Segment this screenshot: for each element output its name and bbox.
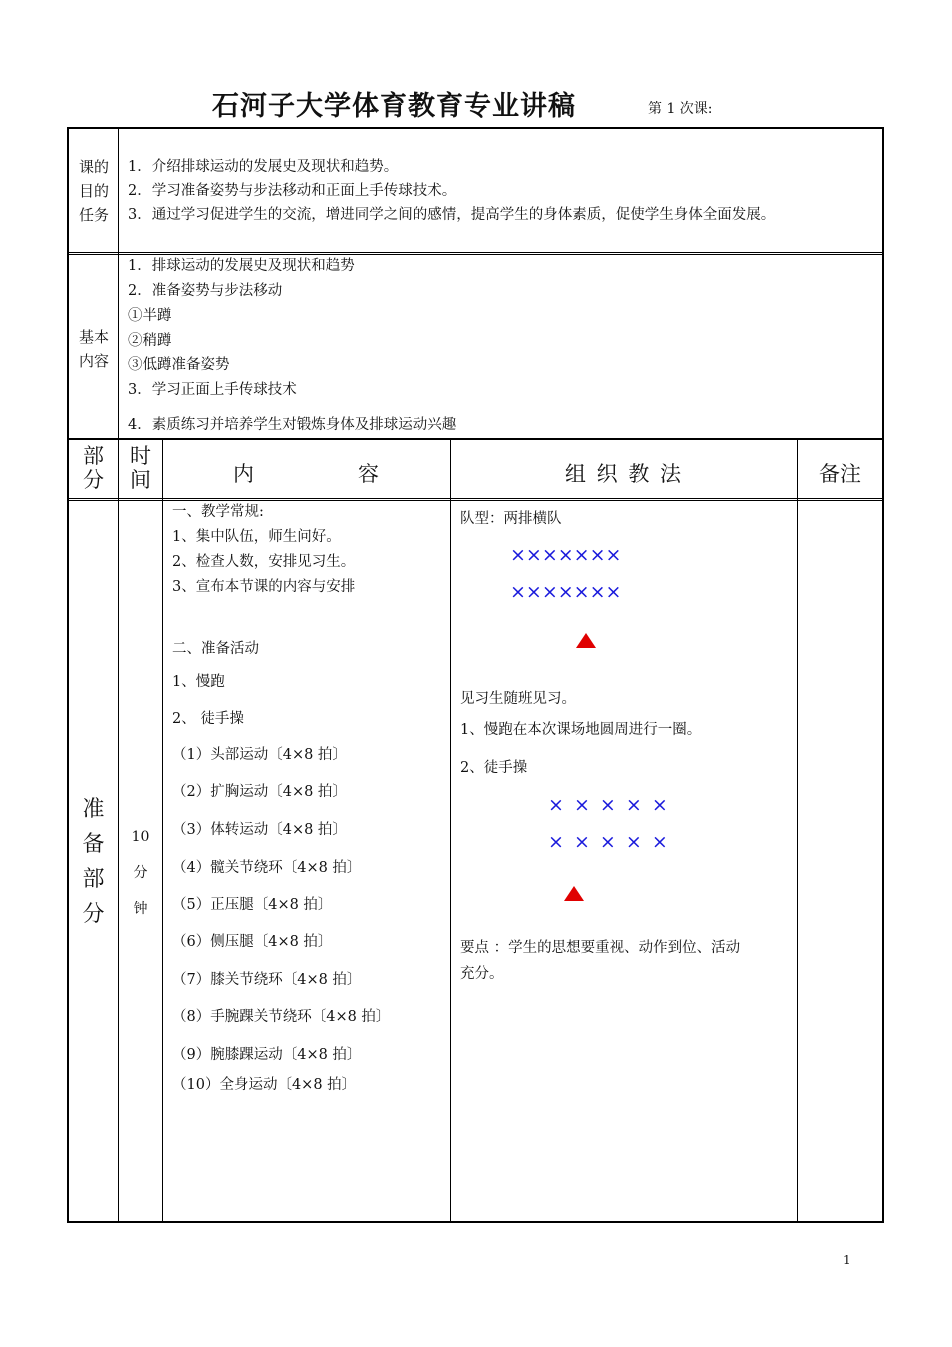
objective-item: 1．介绍排球运动的发展史及现状和趋势。 — [128, 159, 399, 175]
content-item: ①半蹲 — [128, 308, 172, 324]
prep-content-item: （3）体转运动〔4×8 拍〕 — [172, 822, 347, 838]
prep-content-item: （2）扩胸运动〔4×8 拍〕 — [172, 784, 347, 800]
prep-section-label: 准 备 部 分 — [82, 797, 105, 927]
column-header-part: 部 分 — [83, 444, 104, 492]
prep-content-item: （6）侧压腿〔4×8 拍〕 — [172, 934, 333, 950]
prep-content-item: 1、集中队伍，师生问好。 — [172, 529, 341, 545]
prep-content-item: 二、准备活动 — [172, 641, 259, 657]
key-points: 充分。 — [460, 966, 504, 982]
content-item: 3．学习正面上手传球技术 — [128, 382, 297, 398]
prep-content-item: （1）头部运动〔4×8 拍〕 — [172, 747, 347, 763]
content-item: ②稍蹲 — [128, 333, 172, 349]
method-note: 见习生随班见习。 — [460, 691, 576, 707]
prep-content-item: 2、 徒手操 — [172, 711, 244, 727]
formation-label: 队型：两排横队 — [460, 511, 562, 527]
page-number: 1 — [843, 1253, 851, 1267]
prep-content-item: （9）腕膝踝运动〔4×8 拍〕 — [172, 1047, 362, 1063]
column-header-content-2: 容 — [358, 462, 379, 486]
student-x-icon: ××××××× — [510, 581, 622, 603]
page-title: 石河子大学体育教育专业讲稿 — [212, 91, 576, 122]
student-x-icon: × × × × × — [548, 831, 668, 853]
prep-content-item: 一、教学常规: — [172, 504, 264, 520]
teacher-triangle-icon — [576, 633, 596, 648]
prep-section-time: 10 分 钟 — [131, 829, 150, 917]
objective-item: 2．学习准备姿势与步法移动和正面上手传球技术。 — [128, 183, 457, 199]
content-item: 4．素质练习并培养学生对锻炼身体及排球运动兴趣 — [128, 417, 457, 433]
method-note: 1、慢跑在本次课场地圆周进行一圈。 — [460, 722, 702, 738]
column-header-remarks: 备注 — [819, 462, 861, 486]
column-header-content-1: 内 — [233, 462, 254, 486]
content-item: 1．排球运动的发展史及现状和趋势 — [128, 258, 355, 274]
content-item: 2．准备姿势与步法移动 — [128, 283, 283, 299]
key-points: 要点 ：学生的思想要重视、动作到位、活动 — [460, 940, 741, 956]
prep-content-item: 1、慢跑 — [172, 674, 225, 690]
prep-content-item: （7）膝关节绕环〔4×8 拍〕 — [172, 972, 362, 988]
teacher-triangle-icon — [564, 886, 584, 901]
prep-content-item: 3、宣布本节课的内容与安排 — [172, 579, 356, 595]
lesson-number-label: 第 1 次课: — [648, 101, 713, 117]
prep-content-item: （8）手腕踝关节绕环〔4×8 拍〕 — [172, 1009, 391, 1025]
content-item: ③低蹲准备姿势 — [128, 357, 230, 373]
column-header-method: 组 织 教 法 — [564, 462, 684, 486]
method-note: 2、徒手操 — [460, 760, 528, 776]
prep-content-item: （4）髋关节绕环〔4×8 拍〕 — [172, 860, 362, 876]
objectives-label: 课的 目的 任务 — [78, 158, 109, 224]
column-header-time: 时 间 — [130, 444, 151, 492]
student-x-icon: ××××××× — [510, 544, 622, 566]
prep-content-item: （5）正压腿〔4×8 拍〕 — [172, 897, 333, 913]
prep-content-item: 2、检查人数，安排见习生。 — [172, 554, 356, 570]
basic-content-label: 基本 内容 — [78, 328, 109, 370]
prep-content-item: （10）全身运动〔4×8 拍〕 — [172, 1077, 357, 1093]
student-x-icon: × × × × × — [548, 794, 668, 816]
objective-item: 3．通过学习促进学生的交流，增进同学之间的感情，提高学生的身体素质，促使学生身体全面发展。 — [128, 207, 776, 223]
